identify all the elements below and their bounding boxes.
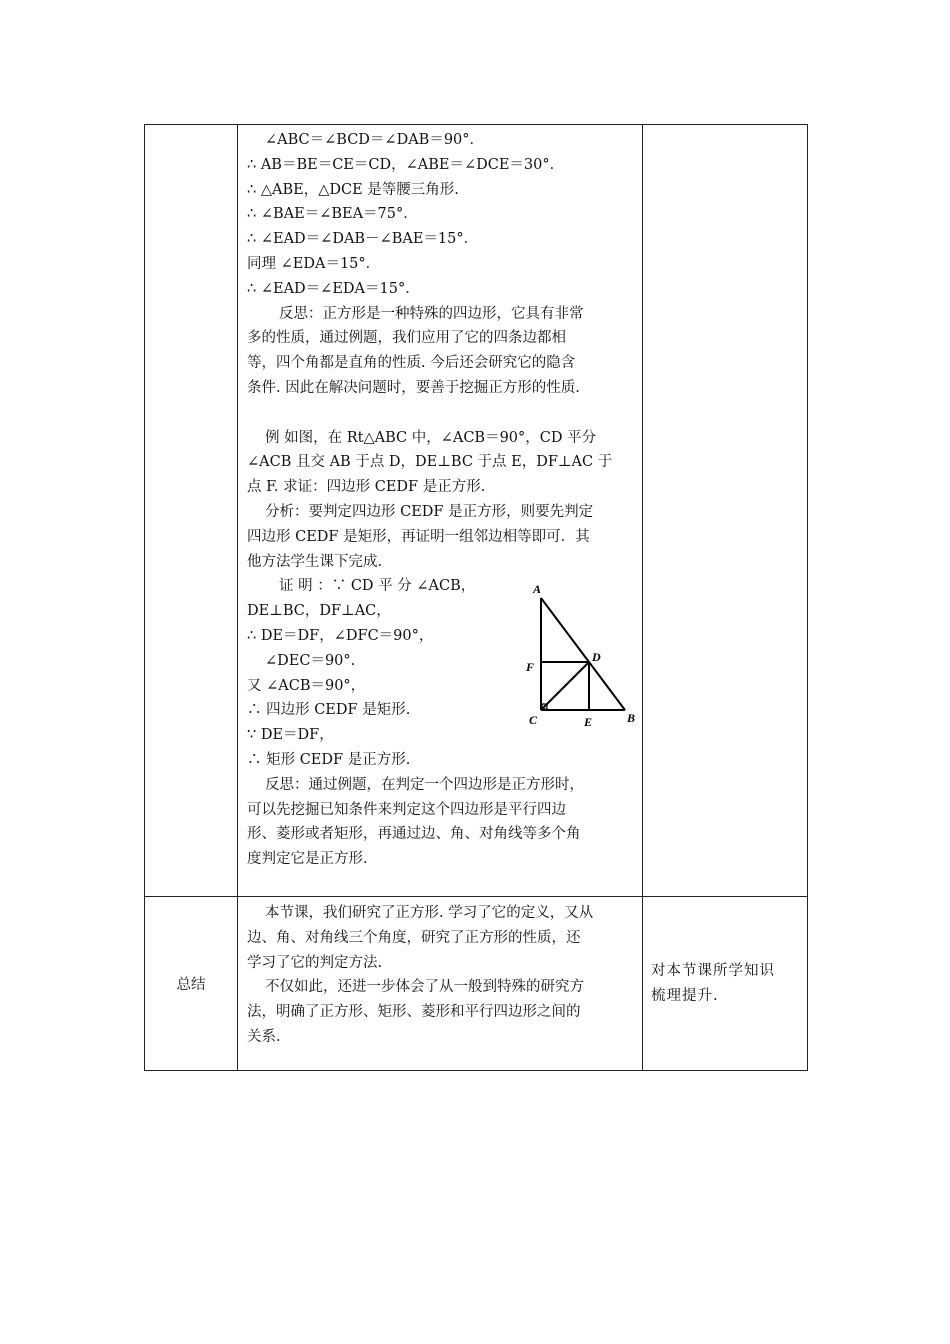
- summary-content-cell: [238, 897, 643, 1071]
- example-line: 点 F. 求证：四边形 CEDF 是正方形.: [247, 479, 486, 496]
- proof-with-figure: [247, 574, 636, 772]
- table-row: [145, 125, 808, 897]
- reflection-line: 条件. 因此在解决问题时，要善于挖掘正方形的性质.: [247, 379, 580, 396]
- reflection-line: 多的性质，通过例题，我们应用了它的四条边都相: [247, 330, 566, 347]
- reflection-line: 反思：正方形是一种特殊的四边形，它具有非常: [279, 305, 584, 322]
- proof-step: ∵ DE＝DF，: [247, 727, 334, 744]
- proof-step: ∠DEC＝90°.: [265, 652, 356, 669]
- vertex-label-c: C: [529, 713, 538, 728]
- note-cell: [643, 125, 808, 897]
- vertex-label-f: F: [526, 660, 535, 675]
- summary-note-cell: [643, 897, 808, 1071]
- summary-line: 边、角、对角线三个角度，研究了正方形的性质，还: [247, 929, 581, 946]
- proof-line: ∠ABC＝∠BCD＝∠DAB＝90°．: [265, 132, 485, 148]
- example-line: ∠ACB 且交 AB 于点 D，DE⊥BC 于点 E，DF⊥AC 于: [247, 454, 613, 471]
- proof-step: ∴ 矩形 CEDF 是正方形.: [247, 751, 411, 768]
- summary-label: 总结: [145, 897, 238, 1071]
- content-cell: [238, 125, 643, 897]
- summary-line: 法，明确了正方形、矩形、菱形和平行四边形之间的: [247, 1004, 581, 1021]
- stage-label-cell: [145, 125, 238, 897]
- proof-step: DE⊥BC，DF⊥AC，: [247, 603, 391, 620]
- triangle-figure: [521, 578, 645, 730]
- vertex-label-e: E: [584, 715, 593, 730]
- reflection-line: 度判定它是正方形.: [247, 851, 368, 868]
- table-row: [145, 897, 808, 1071]
- proof-line: ∴ ∠EAD＝∠DAB－∠BAE＝15°．: [247, 231, 479, 248]
- proof-line: ∴ ∠BAE＝∠BEA＝75°．: [247, 206, 418, 223]
- vertex-label-a: A: [533, 582, 542, 597]
- summary-line: 本节课，我们研究了正方形. 学习了它的定义，又从: [265, 905, 594, 921]
- proof-line: 同理 ∠EDA＝15°．: [247, 255, 381, 272]
- side-ab: [541, 598, 625, 710]
- segment-cd: [541, 662, 589, 710]
- summary-line: 学习了它的判定方法.: [247, 954, 383, 971]
- analysis-line: 他方法学生课下完成.: [247, 553, 383, 570]
- analysis-line: 分析：要判定四边形 CEDF 是正方形，则要先判定: [265, 503, 594, 520]
- spacer: [247, 401, 636, 426]
- analysis-line: 四边形 CEDF 是矩形，再证明一组邻边相等即可．其: [247, 528, 590, 545]
- vertex-label-d: D: [592, 650, 601, 665]
- proof-step: 证 明 ：∵ CD 平 分 ∠ACB，: [279, 578, 476, 595]
- note-line: 对本节课所学知识: [651, 962, 775, 979]
- example-line: 例 如图，在 Rt△ABC 中，∠ACB＝90°，CD 平分: [265, 429, 597, 446]
- summary-line: 关系.: [247, 1028, 281, 1045]
- proof-line: ∴ AB＝BE＝CE＝CD，∠ABE＝∠DCE＝30°．: [247, 156, 565, 173]
- proof-line: ∴ ∠EAD＝∠EDA＝15°．: [247, 280, 420, 297]
- reflection-line: 形、菱形或者矩形，再通过边、角、对角线等多个角: [247, 826, 581, 843]
- vertex-label-b: B: [627, 711, 636, 726]
- reflection-line: 等，四个角都是直角的性质. 今后还会研究它的隐含: [247, 355, 576, 372]
- reflection-line: 反思：通过例题，在判定一个四边形是正方形时，: [265, 776, 584, 793]
- proof-line: ∴ △ABE，△DCE 是等腰三角形.: [247, 181, 459, 198]
- lesson-table: [144, 124, 808, 1071]
- reflection-line: 可以先挖掘已知条件来判定这个四边形是平行四边: [247, 801, 566, 818]
- proof-step: 又 ∠ACB＝90°，: [247, 677, 366, 694]
- figure-lines: [541, 598, 625, 710]
- proof-step: ∴ 四边形 CEDF 是矩形.: [247, 702, 411, 719]
- note-line: 梳理提升.: [651, 987, 719, 1004]
- summary-line: 不仅如此，还进一步体会了从一般到特殊的研究方: [265, 979, 584, 996]
- proof-step: ∴ DE＝DF，∠DFC＝90°，: [247, 627, 434, 644]
